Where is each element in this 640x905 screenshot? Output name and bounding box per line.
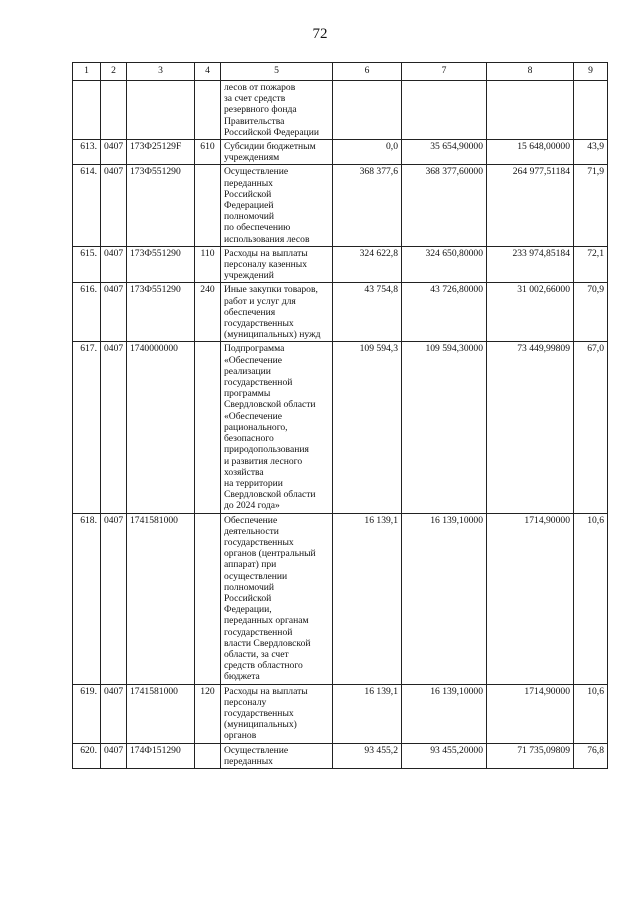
- item-name-cell: Расходы на выплаты персоналу государственных (муниципальных) органов: [221, 684, 333, 743]
- item-name-cell: Осуществление переданных Российской Федерацией полномочий по обеспечению использования лесов: [221, 165, 333, 246]
- section-code-cell: [101, 81, 127, 140]
- item-name-cell: Расходы на выплаты персоналу казенных учреждений: [221, 246, 333, 283]
- table-row: [73, 81, 608, 140]
- expense-type-cell: [195, 513, 221, 684]
- executed-amount-cell: 31 002,66000: [487, 283, 574, 342]
- item-name-cell: Осуществление переданных: [221, 743, 333, 768]
- planned-amount-cell: 16 139,1: [333, 513, 402, 684]
- column-header: 3: [127, 63, 195, 81]
- planned-amount-cell: 43 754,8: [333, 283, 402, 342]
- table-row: [73, 684, 608, 743]
- table-row: [73, 165, 608, 246]
- column-header: 9: [574, 63, 608, 81]
- column-header: 1: [73, 63, 101, 81]
- execution-percent-cell: 10,6: [574, 513, 608, 684]
- refined-amount-cell: 109 594,30000: [402, 342, 487, 513]
- column-header: 4: [195, 63, 221, 81]
- table-row: [73, 283, 608, 342]
- expense-type-cell: [195, 165, 221, 246]
- refined-amount-cell: [402, 81, 487, 140]
- expense-type-cell: 110: [195, 246, 221, 283]
- execution-percent-cell: 72,1: [574, 246, 608, 283]
- refined-amount-cell: 35 654,90000: [402, 140, 487, 165]
- section-code-cell: 0407: [101, 342, 127, 513]
- expense-type-cell: 120: [195, 684, 221, 743]
- section-code-cell: 0407: [101, 283, 127, 342]
- execution-percent-cell: 43,9: [574, 140, 608, 165]
- section-code-cell: 0407: [101, 165, 127, 246]
- column-header: 6: [333, 63, 402, 81]
- planned-amount-cell: 93 455,2: [333, 743, 402, 768]
- planned-amount-cell: 16 139,1: [333, 684, 402, 743]
- refined-amount-cell: 324 650,80000: [402, 246, 487, 283]
- planned-amount-cell: 324 622,8: [333, 246, 402, 283]
- target-code-cell: 1740000000: [127, 342, 195, 513]
- planned-amount-cell: [333, 81, 402, 140]
- refined-amount-cell: 93 455,20000: [402, 743, 487, 768]
- row-number-cell: 618.: [73, 513, 101, 684]
- refined-amount-cell: 43 726,80000: [402, 283, 487, 342]
- execution-percent-cell: [574, 81, 608, 140]
- item-name-cell: Обеспечение деятельности государственных органов (центральный аппарат) при осуществлении полномочий Российской Федерации, переданных органам государственной власти Свердловской области, за счет средств областного бюджета: [221, 513, 333, 684]
- executed-amount-cell: 15 648,00000: [487, 140, 574, 165]
- execution-percent-cell: 10,6: [574, 684, 608, 743]
- column-header: 7: [402, 63, 487, 81]
- column-header: 2: [101, 63, 127, 81]
- executed-amount-cell: 264 977,51184: [487, 165, 574, 246]
- item-name-cell: Субсидии бюджетным учреждениям: [221, 140, 333, 165]
- target-code-cell: 173Ф551290: [127, 246, 195, 283]
- refined-amount-cell: 16 139,10000: [402, 513, 487, 684]
- table-row: [73, 513, 608, 684]
- target-code-cell: 1741581000: [127, 684, 195, 743]
- row-number-cell: 616.: [73, 283, 101, 342]
- item-name-cell: Подпрограмма «Обеспечение реализации государственной программы Свердловской области «Обеспечение рационального, безопасного природопользования и развития лесного хозяйства на территории Свердловской области до 2024 года»: [221, 342, 333, 513]
- row-number-cell: 620.: [73, 743, 101, 768]
- row-number-cell: 617.: [73, 342, 101, 513]
- expense-type-cell: 610: [195, 140, 221, 165]
- item-name-cell: Иные закупки товаров, работ и услуг для обеспечения государственных (муниципальных) нужд: [221, 283, 333, 342]
- section-code-cell: 0407: [101, 246, 127, 283]
- section-code-cell: 0407: [101, 140, 127, 165]
- table-row: [73, 342, 608, 513]
- table-body: [73, 81, 608, 769]
- executed-amount-cell: 233 974,85184: [487, 246, 574, 283]
- budget-table: [72, 62, 608, 769]
- refined-amount-cell: 16 139,10000: [402, 684, 487, 743]
- executed-amount-cell: [487, 81, 574, 140]
- section-code-cell: 0407: [101, 684, 127, 743]
- executed-amount-cell: 1714,90000: [487, 513, 574, 684]
- refined-amount-cell: 368 377,60000: [402, 165, 487, 246]
- row-number-cell: 614.: [73, 165, 101, 246]
- target-code-cell: 1741581000: [127, 513, 195, 684]
- execution-percent-cell: 67,0: [574, 342, 608, 513]
- expense-type-cell: [195, 81, 221, 140]
- execution-percent-cell: 70,9: [574, 283, 608, 342]
- table-row: [73, 743, 608, 768]
- planned-amount-cell: 368 377,6: [333, 165, 402, 246]
- expense-type-cell: [195, 342, 221, 513]
- target-code-cell: 173Ф551290: [127, 283, 195, 342]
- executed-amount-cell: 73 449,99809: [487, 342, 574, 513]
- table-row: [73, 140, 608, 165]
- column-header: 8: [487, 63, 574, 81]
- row-number-cell: [73, 81, 101, 140]
- executed-amount-cell: 71 735,09809: [487, 743, 574, 768]
- execution-percent-cell: 71,9: [574, 165, 608, 246]
- table-row: [73, 246, 608, 283]
- page-number: 72: [312, 26, 328, 42]
- execution-percent-cell: 76,8: [574, 743, 608, 768]
- row-number-cell: 615.: [73, 246, 101, 283]
- target-code-cell: 174Ф151290: [127, 743, 195, 768]
- header-row: [73, 63, 608, 81]
- expense-type-cell: [195, 743, 221, 768]
- row-number-cell: 619.: [73, 684, 101, 743]
- target-code-cell: 173Ф551290: [127, 165, 195, 246]
- column-header: 5: [221, 63, 333, 81]
- section-code-cell: 0407: [101, 743, 127, 768]
- planned-amount-cell: 0,0: [333, 140, 402, 165]
- section-code-cell: 0407: [101, 513, 127, 684]
- item-name-cell: лесов от пожаров за счет средств резервного фонда Правительства Российской Федерации: [221, 81, 333, 140]
- row-number-cell: 613.: [73, 140, 101, 165]
- executed-amount-cell: 1714,90000: [487, 684, 574, 743]
- planned-amount-cell: 109 594,3: [333, 342, 402, 513]
- target-code-cell: [127, 81, 195, 140]
- target-code-cell: 173Ф25129F: [127, 140, 195, 165]
- expense-type-cell: 240: [195, 283, 221, 342]
